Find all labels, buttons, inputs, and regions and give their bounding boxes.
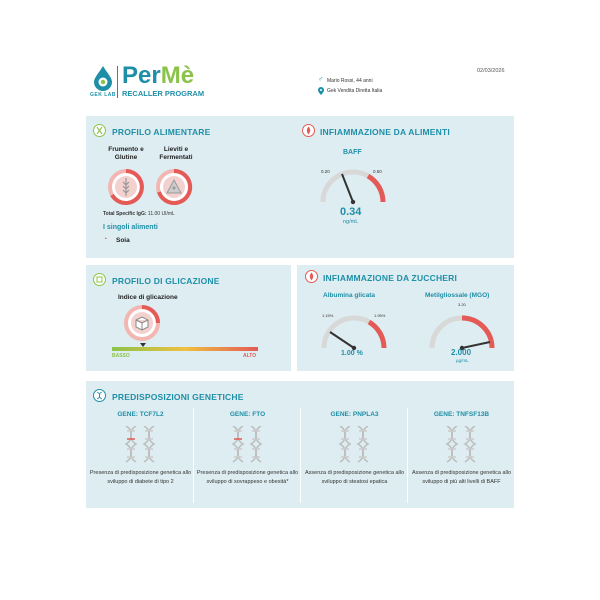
brand-title-per: Per (122, 62, 161, 89)
gauge-baff-tick-low: 0.20 (321, 169, 330, 174)
dna-icon (335, 426, 375, 464)
brand-sub: GEK LAB (90, 92, 116, 98)
sugar-cube-icon (122, 303, 162, 343)
gene-name: GENE: FTO (229, 411, 266, 418)
gene-description: Presenza di predisposizione genetica allo sviluppo di sovrappeso e obesità* (196, 470, 299, 485)
gauge-albumina-value: 1.00 % (341, 350, 363, 357)
gauge-mgo-value: 2.000 (451, 348, 472, 357)
gene-name: GENE: TCF7L2 (117, 411, 164, 418)
patient-info: Mario Rossi, 44 anni (327, 78, 373, 84)
brand-title (122, 63, 194, 89)
gene-description: Assenza di predisposizione genetica allo sviluppo di steatosi epatica (304, 470, 405, 485)
scale-high-label: ALTO (243, 353, 257, 359)
glicazione-scale-bar (112, 347, 258, 351)
indice-label: Indice di glicazione (118, 294, 178, 301)
dna-icon (442, 426, 482, 464)
gauge-baff-unit: ng/mL (343, 219, 359, 225)
section-title-infiammazione-alimenti: INFIAMMAZIONE DA ALIMENTI (320, 127, 450, 137)
singoli-title: I singoli alimenti (103, 224, 158, 231)
gauge-albumina-needle (330, 332, 354, 348)
gek-drop-logo (92, 65, 114, 91)
logo-divider (117, 66, 118, 98)
dna-icon (228, 426, 268, 464)
item-lieviti-label: Lieviti e Fermentati (159, 146, 193, 161)
igg-row (103, 211, 175, 217)
gene-description: Presenza di predisposizione genetica allo sviluppo di diabete di tipo 2 (89, 470, 192, 485)
gene-description: Assenza di predisposizione genetica allo sviluppo di più alti livelli di BAFF (411, 470, 512, 485)
gauge-albumina-tick-low: 1.15% (322, 313, 334, 318)
gauge-baff-value: 0.34 (340, 206, 362, 218)
soy-icon: ◔ (103, 236, 108, 243)
gene-name: GENE: PNPLA3 (330, 411, 379, 418)
gauge-mgo-title: Metilgliossale (MGO) (425, 292, 490, 299)
gauge-baff-tick-high: 0.50 (373, 169, 382, 174)
scale-low-label: BASSO (112, 353, 130, 359)
brand-subtitle: RECALLER PROGRAM (122, 89, 205, 98)
gauge-baff-title: BAFF (343, 149, 362, 156)
brand-title-me: Mè (160, 62, 195, 89)
section-title-alimentare: PROFILO ALIMENTARE (112, 127, 211, 137)
igg-label: Total Specific IgG: (103, 211, 147, 217)
location-pin-icon (318, 87, 324, 95)
male-icon: ♂ (318, 76, 324, 83)
section-title-glicazione: PROFILO DI GLICAZIONE (112, 276, 220, 286)
section-title-zuccheri: INFIAMMAZIONE DA ZUCCHERI (323, 273, 458, 283)
glycation-icon (93, 273, 106, 286)
wheat-icon (106, 167, 146, 207)
gauge-albumina-title: Albumina glicata (323, 292, 376, 299)
dna-icon (121, 426, 161, 464)
dna-section-icon (93, 389, 106, 402)
glicazione-marker (140, 343, 146, 347)
fork-knife-icon (93, 124, 106, 137)
item-frumento-label: Frumento e Glutine (108, 146, 144, 161)
flame-sugar-icon (305, 270, 318, 283)
gauge-mgo-tick-high: 3.20 (458, 302, 466, 307)
igg-value: 11.00 UI/mL (147, 211, 175, 217)
location-info: Gek Vendita Diretta Italia (327, 88, 383, 94)
gene-divider-1 (193, 408, 194, 503)
flame-icon (302, 124, 315, 137)
gene-divider-2 (300, 408, 301, 503)
gene-divider-3 (407, 408, 408, 503)
panel-alimentare-infiammazione (86, 116, 514, 258)
gauge-mgo-unit: µg/mL (456, 358, 469, 363)
gauge-albumina-tick-high: 1.95% (374, 313, 386, 318)
report-date: 02/03/2026 (477, 68, 505, 74)
singoli-item-soia: Soia (116, 237, 130, 244)
yeast-bread-icon (154, 167, 194, 207)
gene-name: GENE: TNFSF13B (433, 411, 490, 418)
section-title-genetica: PREDISPOSIZIONI GENETICHE (112, 392, 244, 402)
gauge-baff-needle (342, 174, 353, 202)
